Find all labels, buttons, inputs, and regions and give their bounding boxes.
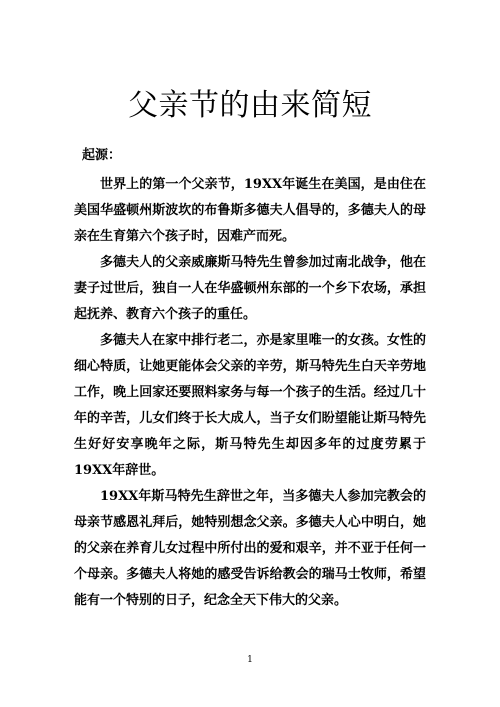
section-label-origin: 起源： <box>82 148 122 163</box>
paragraph-4: 19XX年斯马特先生辞世之年，当多德夫人参加完教会的母亲节感恩礼拜后，她特别想念父亲。多德夫人心中明白，她的父亲在养育儿女过程中所付出的爱和艰辛，并不亚于任何一个母亲。多德夫人将她的感受告诉给教会的瑞马士牧师，希望能有一个特别的日子，纪念全天下伟大的父亲。 <box>74 489 426 608</box>
page-number: 1 <box>247 655 253 665</box>
paragraph-3: 多德夫人在家中排行老二，亦是家里唯一的女孩。女性的细心特质，让她更能体会父亲的辛劳，斯马特先生白天辛劳地工作，晚上回家还要照料家务与每一个孩子的生活。经过几十年的辛苦，儿女们终于长大成人，当子女们盼望能让斯马特先生好好安享晚年之际，斯马特先生却因多年的过度劳累于19XX年辞世。 <box>74 333 426 478</box>
paragraph-2: 多德夫人的父亲威廉斯马特先生曾参加过南北战争，他在妻子过世后，独自一人在华盛顿州东部的一个乡下农场，承担起抚养、教育六个孩子的重任。 <box>74 255 426 322</box>
document-body <box>74 172 426 614</box>
document-title: 父亲节的由来简短 <box>128 88 372 123</box>
paragraph-1: 世界上的第一个父亲节，19XX年诞生在美国，是由住在美国华盛顿州斯波坎的布鲁斯多德夫人倡导的，多德夫人的母亲在生育第六个孩子时，因难产而死。 <box>74 177 426 244</box>
